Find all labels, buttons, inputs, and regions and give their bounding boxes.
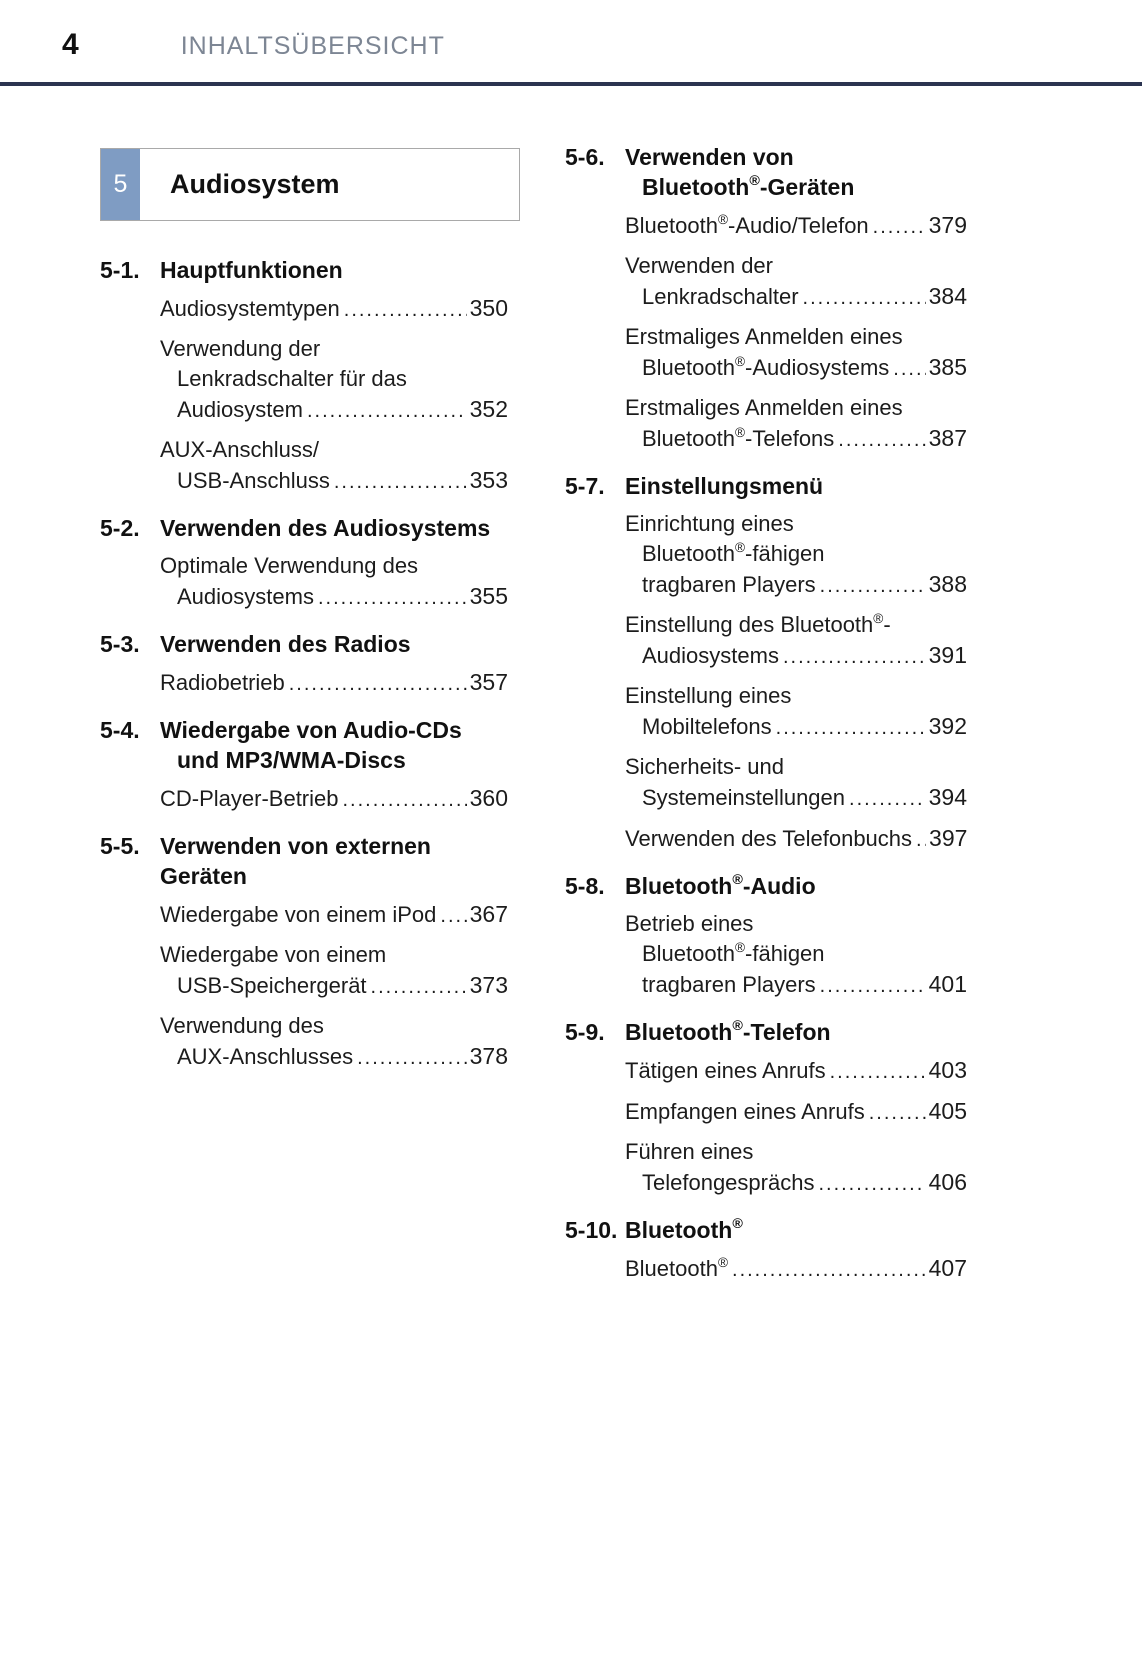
toc-section (100, 715, 508, 815)
toc-section (565, 871, 967, 1001)
entry-line-with-page (625, 969, 967, 1001)
entry-line-with-page (160, 899, 508, 931)
dot-leader (873, 211, 926, 242)
dot-leader (818, 1168, 925, 1199)
section-title (160, 629, 411, 659)
page-reference: 401 (928, 971, 967, 997)
section-heading (100, 629, 508, 659)
toc-entry (625, 681, 967, 743)
section-entries (625, 509, 967, 855)
page-reference: 392 (928, 713, 967, 739)
toc-entry (160, 334, 508, 426)
section-heading (100, 715, 508, 775)
page-reference: 394 (928, 784, 967, 810)
header-rule (0, 82, 1142, 86)
page-reference: 391 (928, 642, 967, 668)
toc-entry (625, 1096, 967, 1128)
entry-text: Mobiltelefons (642, 714, 772, 739)
entry-line-with-page (160, 581, 508, 613)
page-reference: 357 (469, 669, 508, 695)
toc-entry (160, 899, 508, 931)
entry-line: Erstmaliges Anmelden eines (625, 324, 903, 349)
entry-line: Führen eines (625, 1139, 754, 1164)
toc-entry (160, 940, 508, 1002)
entry-line: Bluetooth®-fähigen (642, 539, 825, 566)
section-number: 5-7. (565, 473, 605, 499)
toc-entry (625, 1137, 967, 1199)
section-title (160, 255, 343, 285)
entry-text: Verwenden des Telefonbuchs (625, 826, 913, 851)
section-title-line: Verwenden des Audiosystems (160, 515, 491, 541)
dot-leader (803, 282, 926, 313)
section-title (160, 715, 462, 775)
page-reference: 407 (928, 1255, 967, 1281)
section-title (160, 513, 490, 543)
entry-line: Einstellung des Bluetooth®- (625, 610, 891, 637)
section-title-line: Bluetooth®-Telefon (625, 1018, 831, 1045)
entry-text: Bluetooth®-Telefons (642, 424, 835, 451)
section-number: 5-2. (100, 515, 140, 541)
entry-line: Verwendung des (160, 1013, 324, 1038)
dot-leader (307, 395, 467, 426)
toc-sections-left (100, 255, 508, 1073)
entry-line-with-page (625, 352, 967, 384)
entry-text: Bluetooth®-Audio/Telefon (625, 211, 869, 238)
toc-entry (625, 210, 967, 242)
dot-leader (783, 641, 926, 672)
page-reference: 388 (928, 571, 967, 597)
chapter-number: 5 (113, 170, 128, 198)
toc-entry (625, 823, 967, 855)
section-number: 5-4. (100, 717, 140, 743)
entry-text: Telefongesprächs (642, 1170, 815, 1195)
entry-text: Audiosystem (177, 397, 303, 422)
registered-trademark-symbol: ® (732, 1216, 743, 1233)
chapter-title: Audiosystem (170, 169, 340, 199)
entry-text: Empfangen eines Anrufs (625, 1099, 865, 1124)
page-reference: 367 (469, 901, 508, 927)
dot-leader (893, 353, 925, 384)
entry-text: Bluetooth® (625, 1254, 729, 1281)
page-header (62, 28, 445, 62)
page-number: 4 (62, 28, 79, 61)
section-number: 5-8. (565, 873, 605, 899)
entry-line-with-page (160, 1041, 508, 1073)
entry-line-with-page (625, 1253, 967, 1285)
section-number: 5-3. (100, 631, 140, 657)
entry-line-with-page (625, 640, 967, 672)
entry-line-with-page (625, 281, 967, 313)
registered-trademark-symbol: ® (873, 610, 884, 626)
entry-text: AUX-Anschlusses (177, 1044, 354, 1069)
toc-entry (160, 293, 508, 325)
section-title-line: Bluetooth®-Audio (625, 872, 816, 899)
section-heading (100, 255, 508, 285)
entry-text: Wiedergabe von einem iPod (160, 902, 437, 927)
page-reference: 350 (469, 295, 508, 321)
section-heading (565, 142, 967, 202)
entry-text: Radiobetrieb (160, 670, 285, 695)
entry-line: Einstellung eines (625, 683, 792, 708)
entry-line: Optimale Verwendung des (160, 553, 419, 578)
section-title (625, 142, 854, 202)
entry-line-with-page (160, 970, 508, 1002)
toc-entry (625, 251, 967, 313)
section-heading (565, 1215, 967, 1245)
toc-entry (625, 509, 967, 601)
entry-line: Sicherheits- und (625, 754, 784, 779)
section-entries (625, 210, 967, 455)
page-reference: 385 (928, 354, 967, 380)
chapter-number-tab (101, 149, 140, 220)
entry-line: Einrichtung eines (625, 511, 794, 536)
entry-line-with-page (625, 782, 967, 814)
section-heading (100, 831, 508, 891)
section-title (625, 871, 816, 901)
section-title-line: Bluetooth® (625, 1216, 743, 1243)
entry-line-with-page (625, 1096, 967, 1128)
toc-section (100, 629, 508, 699)
section-entries (625, 1253, 967, 1285)
dot-leader (440, 900, 466, 931)
toc-sections-right (565, 142, 967, 1285)
dot-leader (732, 1254, 926, 1285)
entry-line-with-page (160, 394, 508, 426)
toc-section (100, 255, 508, 497)
section-entries (160, 293, 508, 497)
entry-text: USB-Anschluss (177, 468, 330, 493)
entry-line-with-page (625, 210, 967, 242)
dot-leader (318, 582, 467, 613)
page-reference: 384 (928, 283, 967, 309)
dot-leader (849, 783, 926, 814)
entry-line: Verwendung der (160, 336, 321, 361)
entry-text: Tätigen eines Anrufs (625, 1058, 826, 1083)
page-reference: 405 (928, 1098, 967, 1124)
toc-section (565, 1017, 967, 1199)
entry-text: tragbaren Players (642, 572, 816, 597)
registered-trademark-symbol: ® (734, 539, 746, 555)
dot-leader (289, 668, 467, 699)
section-title (625, 1017, 831, 1047)
section-entries (625, 1055, 967, 1199)
entry-text: Audiosystemtypen (160, 296, 340, 321)
section-title (625, 1215, 743, 1245)
section-number: 5-1. (100, 257, 140, 283)
section-title-line: Verwenden von (625, 144, 794, 170)
section-title-line: Hauptfunktionen (160, 257, 343, 283)
section-heading (565, 471, 967, 501)
registered-trademark-symbol: ® (717, 1254, 729, 1270)
page-reference: 378 (469, 1043, 508, 1069)
dot-leader (776, 712, 926, 743)
entry-text: USB-Speichergerät (177, 973, 367, 998)
entry-line-with-page (625, 569, 967, 601)
toc-section (565, 142, 967, 455)
entry-line-with-page (625, 1167, 967, 1199)
dot-leader (820, 970, 926, 1001)
dot-leader (916, 824, 926, 855)
entry-text: Audiosystems (642, 643, 779, 668)
entry-line: Erstmaliges Anmelden eines (625, 395, 903, 420)
chapter-box (100, 148, 520, 221)
entry-text: Systemeinstellungen (642, 785, 846, 810)
entry-text: Bluetooth®-Audiosystems (642, 353, 890, 380)
registered-trademark-symbol: ® (734, 353, 746, 369)
entry-text: CD-Player-Betrieb (160, 786, 339, 811)
entry-line: Bluetooth®-fähigen (642, 939, 825, 966)
toc-entry (625, 393, 967, 455)
section-title-line: Verwenden von externen Geräten (160, 833, 431, 889)
section-entries (160, 667, 508, 699)
registered-trademark-symbol: ® (734, 424, 746, 440)
page-reference: 353 (469, 467, 508, 493)
page-reference: 360 (469, 785, 508, 811)
entry-line-with-page (625, 423, 967, 455)
dot-leader (830, 1056, 926, 1087)
entry-text: Audiosystems (177, 584, 314, 609)
toc-entry (160, 667, 508, 699)
dot-leader (344, 294, 467, 325)
entry-line-with-page (160, 293, 508, 325)
page-reference: 373 (469, 972, 508, 998)
toc-entry (160, 783, 508, 815)
section-entries (160, 551, 508, 613)
section-title-line: Wiedergabe von Audio-CDs (160, 717, 462, 743)
section-title-line: Bluetooth®-Geräten (642, 173, 855, 200)
entry-line-with-page (160, 667, 508, 699)
section-heading (100, 513, 508, 543)
page-reference: 387 (928, 425, 967, 451)
registered-trademark-symbol: ® (734, 939, 746, 955)
toc-entry (160, 435, 508, 497)
toc-entry (160, 551, 508, 613)
entry-line-with-page (160, 465, 508, 497)
section-title-line: Verwenden des Radios (160, 631, 411, 657)
section-title-line: Einstellungsmenü (625, 473, 824, 499)
entry-text: Lenkradschalter (642, 284, 799, 309)
section-title-line: und MP3/WMA-Discs (177, 747, 406, 773)
section-entries (625, 909, 967, 1001)
entry-line-with-page (625, 823, 967, 855)
dot-leader (357, 1042, 467, 1073)
registered-trademark-symbol: ® (749, 173, 760, 190)
page-reference: 355 (469, 583, 508, 609)
entry-line: Wiedergabe von einem (160, 942, 387, 967)
section-heading (565, 871, 967, 901)
section-entries (160, 899, 508, 1073)
toc-entry (625, 322, 967, 384)
registered-trademark-symbol: ® (732, 872, 743, 889)
entry-line: Verwenden der (625, 253, 773, 278)
page-reference: 406 (928, 1169, 967, 1195)
toc-section (565, 1215, 967, 1285)
toc-entry (160, 1011, 508, 1073)
section-title (160, 831, 508, 891)
entry-line-with-page (160, 783, 508, 815)
section-number: 5-9. (565, 1019, 605, 1045)
page-reference: 352 (469, 396, 508, 422)
toc-entry (625, 1055, 967, 1087)
section-number: 5-10. (565, 1217, 618, 1243)
dot-leader (838, 424, 925, 455)
toc-right-column (565, 142, 967, 1301)
toc-entry (625, 752, 967, 814)
dot-leader (820, 570, 926, 601)
toc-section (100, 513, 508, 613)
section-entries (160, 783, 508, 815)
page-reference: 397 (929, 825, 968, 851)
dot-leader (343, 784, 467, 815)
section-heading (565, 1017, 967, 1047)
entry-line-with-page (625, 1055, 967, 1087)
registered-trademark-symbol: ® (717, 211, 729, 227)
entry-line: Betrieb eines (625, 911, 754, 936)
toc-entry (625, 610, 967, 672)
toc-section (565, 471, 967, 855)
toc-left-column (100, 148, 508, 1089)
toc-section (100, 831, 508, 1073)
section-title (625, 471, 823, 501)
section-number: 5-5. (100, 833, 140, 859)
registered-trademark-symbol: ® (732, 1018, 743, 1035)
page-reference: 403 (928, 1057, 967, 1083)
section-number: 5-6. (565, 144, 605, 170)
dot-leader (869, 1097, 926, 1128)
dot-leader (334, 466, 467, 497)
entry-line: AUX-Anschluss/ (160, 437, 319, 462)
document-title: INHALTSÜBERSICHT (180, 32, 445, 60)
page-reference: 379 (928, 212, 967, 238)
entry-line-with-page (625, 711, 967, 743)
entry-line: Lenkradschalter für das (177, 366, 407, 391)
toc-entry (625, 1253, 967, 1285)
dot-leader (371, 971, 467, 1002)
entry-text: tragbaren Players (642, 972, 816, 997)
toc-entry (625, 909, 967, 1001)
